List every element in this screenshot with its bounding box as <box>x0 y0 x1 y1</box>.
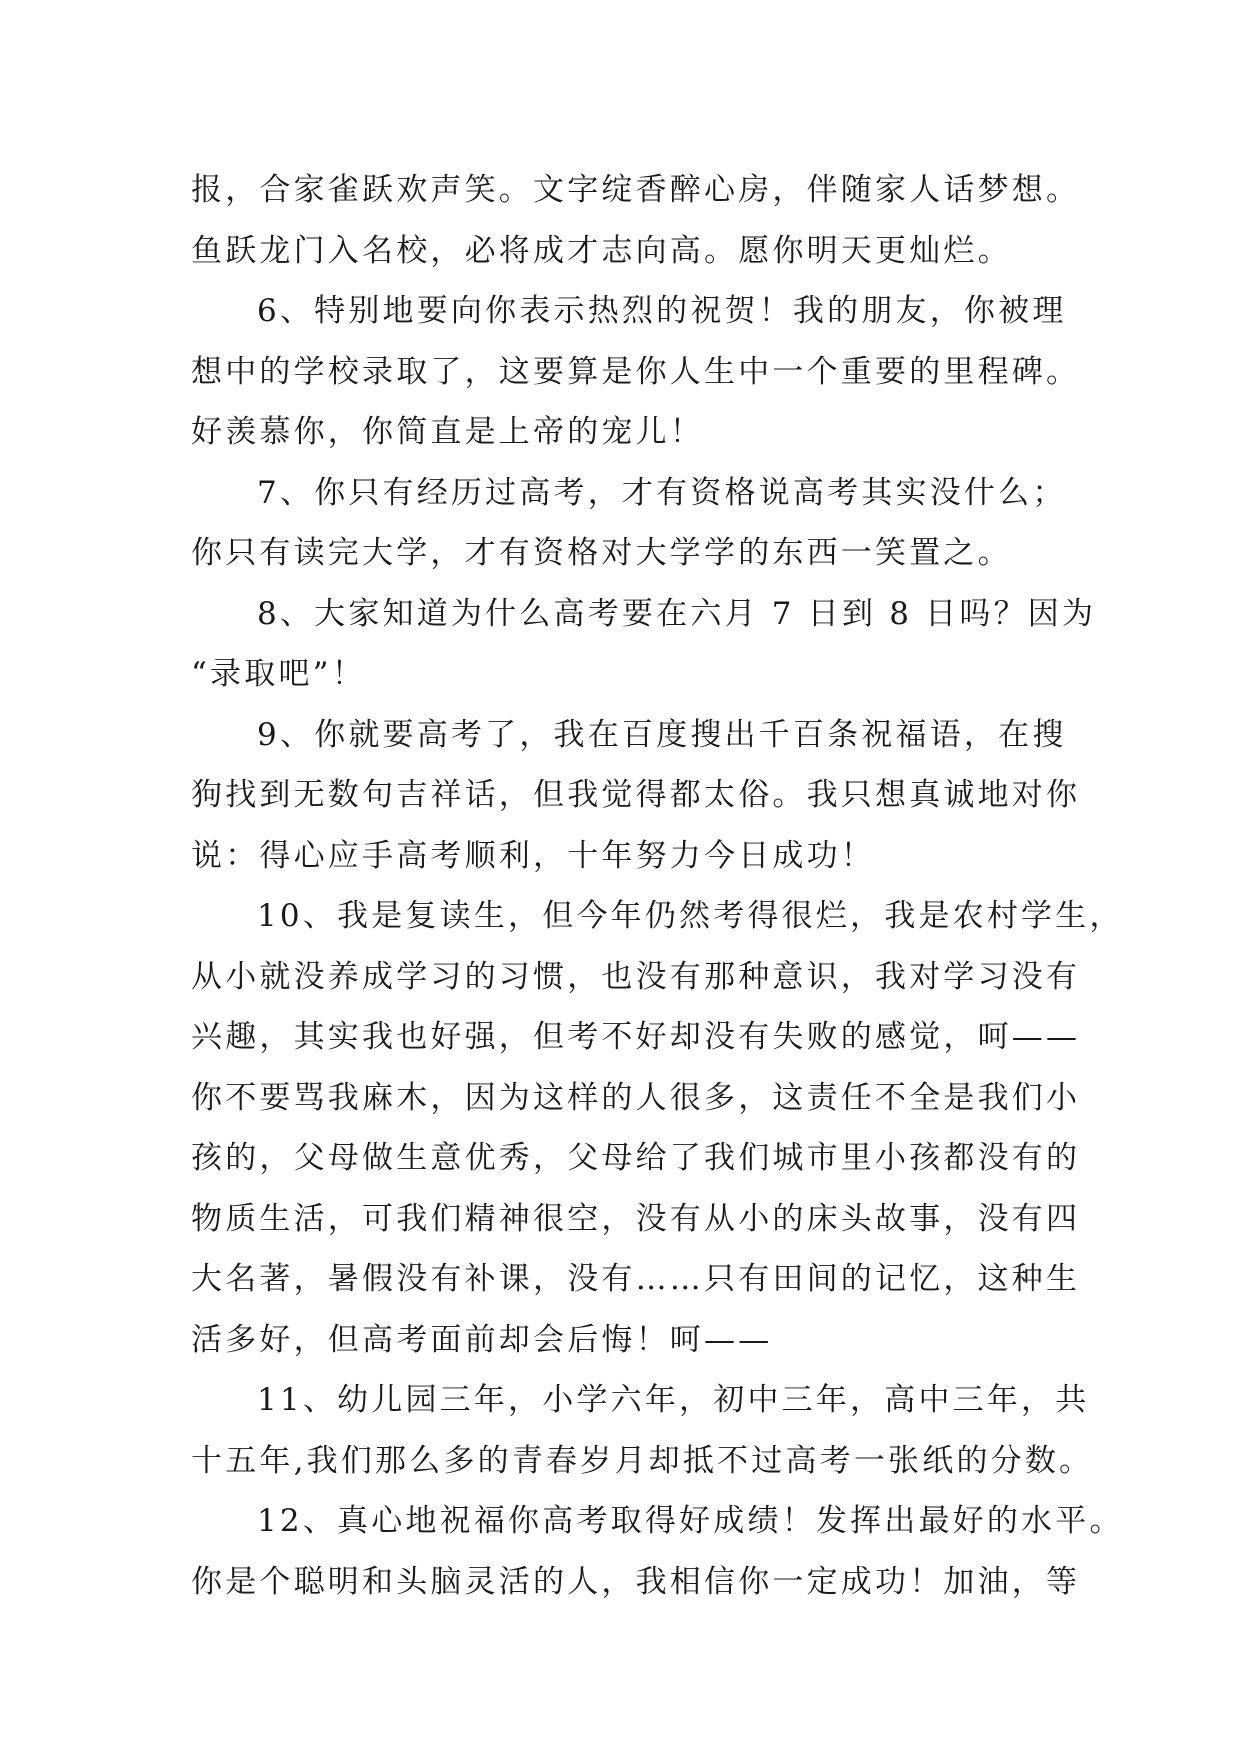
text-line: 你是个聪明和头脑灵活的人，我相信你一定成功！加油，等 <box>191 1563 1081 1600</box>
text-line: 说：得心应手高考顺利，十年努力今日成功！ <box>191 837 875 874</box>
document-body <box>191 160 1124 1612</box>
paragraph-first-line: 6、特别地要向你表示热烈的祝贺！我的朋友，你被理 <box>257 293 1067 329</box>
text-line: 物质生活，可我们精神很空，没有从小的床头故事，没有四 <box>191 1200 1081 1237</box>
paragraph-first-line: 10、我是复读生，但今年仍然考得很烂，我是农村学生， <box>257 898 1124 934</box>
text-line: 孩的，父母做生意优秀，父母给了我们城市里小孩都没有的 <box>191 1140 1081 1176</box>
text-line: 好羡慕你，你简直是上帝的宠儿！ <box>191 414 704 450</box>
text-line: 活多好，但高考面前却会后悔！呵—— <box>191 1321 773 1358</box>
paragraph-first-line: 9、你就要高考了，我在百度搜出千百条祝福语，在搜 <box>257 716 1067 753</box>
text-line: 从小就没养成学习的习惯，也没有那种意识，我对学习没有 <box>191 958 1081 995</box>
text-line: 报，合家雀跃欢声笑。文字绽香醉心房，伴随家人话梦想。 <box>191 172 1081 208</box>
paragraph-first-line: 8、大家知道为什么高考要在六月 7 日到 8 日吗？因为 <box>257 595 1097 632</box>
paragraph-first-line: 11、幼儿园三年，小学六年，初中三年，高中三年，共 <box>257 1382 1090 1418</box>
text-line: 狗找到无数句吉祥话，但我觉得都太俗。我只想真诚地对你 <box>191 777 1081 813</box>
text-line: 十五年,我们那么多的青春岁月却抵不过高考一张纸的分数。 <box>191 1442 1094 1479</box>
text-line: 想中的学校录取了，这要算是你人生中一个重要的里程碑。 <box>191 353 1081 390</box>
text-line: 兴趣，其实我也好强，但考不好却没有失败的感觉，呵—— <box>191 1019 1081 1055</box>
text-line: 大名著，暑假没有补课，没有……只有田间的记忆，这种生 <box>191 1261 1081 1297</box>
text-line: “录取吧”！ <box>191 656 366 692</box>
text-line: 你只有读完大学，才有资格对大学学的东西一笑置之。 <box>191 535 1012 571</box>
text-line: 你不要骂我麻木，因为这样的人很多，这责任不全是我们小 <box>191 1079 1081 1116</box>
paragraph-first-line: 7、你只有经历过高考，才有资格说高考其实没什么； <box>257 474 1067 511</box>
text-line: 鱼跃龙门入名校，必将成才志向高。愿你明天更灿烂。 <box>191 232 1012 269</box>
paragraph-first-line: 12、真心地祝福你高考取得好成绩！发挥出最好的水平。 <box>257 1503 1124 1539</box>
